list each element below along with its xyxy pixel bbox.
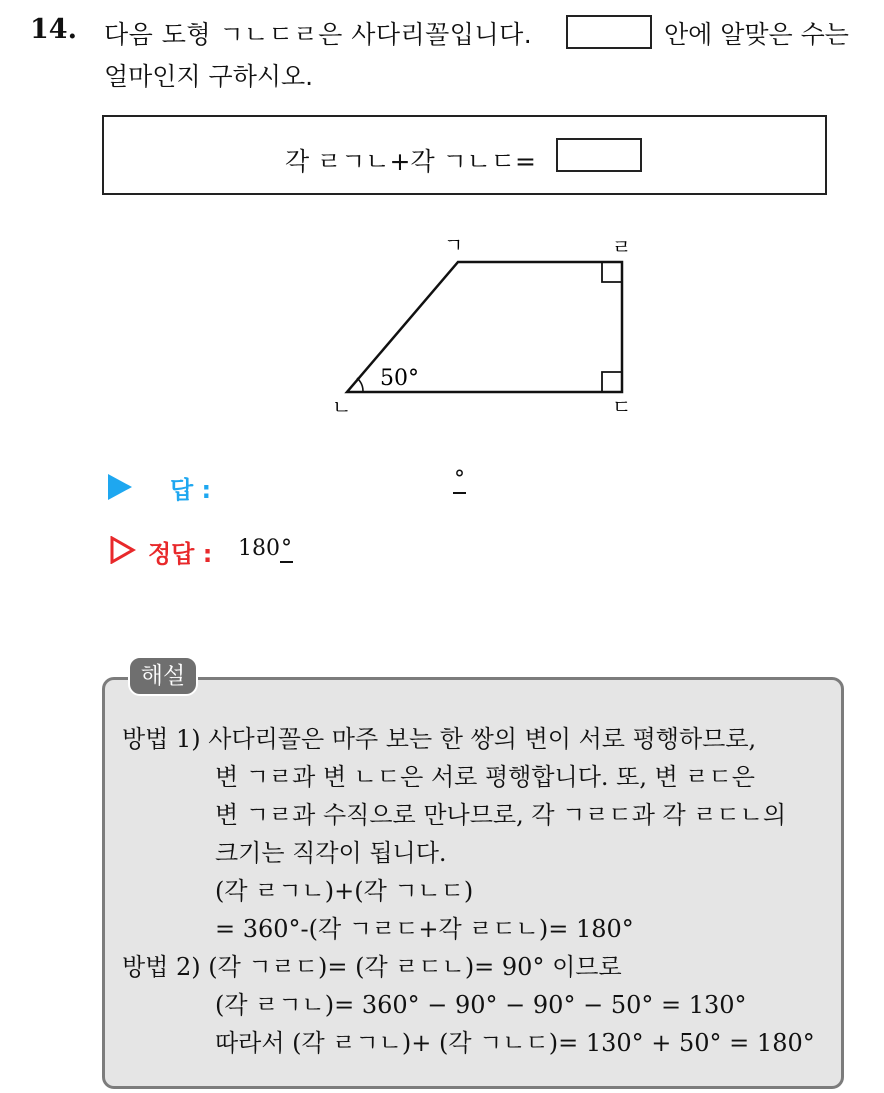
question-text-line1: 다음 도형 ㄱㄴㄷㄹ은 사다리꼴입니다. [104, 20, 533, 49]
trapezoid-figure [320, 230, 650, 420]
angle-label: 50° [380, 366, 419, 391]
equation-answer-blank [556, 138, 642, 172]
correct-answer-unit: ° [281, 536, 292, 561]
vertex-label-top-left: ㄱ [444, 233, 464, 257]
solution-line: 따라서 (각 ㄹㄱㄴ)+ (각 ㄱㄴㄷ)= 130° + 50° = 180° [215, 1029, 815, 1057]
answer-triangle-icon [108, 474, 132, 500]
solution-line: 크기는 직각이 됩니다. [215, 839, 447, 867]
question-number: 14. [30, 14, 77, 45]
correct-answer-value [238, 536, 293, 561]
solution-line: 방법 2) (각 ㄱㄹㄷ)= (각 ㄹㄷㄴ)= 90° 이므로 [122, 953, 622, 981]
right-angle-mark-bottom [602, 372, 622, 392]
vertex-label-bottom-left: ㄴ [332, 395, 352, 419]
solution-line: = 360°-(각 ㄱㄹㄷ+각 ㄹㄷㄴ)= 180° [215, 915, 634, 943]
answer-label: 답 : [170, 476, 212, 504]
correct-answer-label: 정답 : [148, 540, 213, 568]
right-angle-mark-top [602, 262, 622, 282]
vertex-label-top-right: ㄹ [612, 235, 632, 259]
solution-line: 변 ㄱㄹ과 변 ㄴㄷ은 서로 평행합니다. 또, 변 ㄹㄷ은 [215, 763, 755, 791]
solution-tag: 해설 [128, 656, 198, 696]
solution-line: (각 ㄹㄱㄴ)+(각 ㄱㄴㄷ) [215, 877, 474, 905]
equation-text: 각 ㄹㄱㄴ+각 ㄱㄴㄷ= [285, 147, 536, 176]
correct-triangle-icon [110, 536, 136, 564]
solution-line: 변 ㄱㄹ과 수직으로 만나므로, 각 ㄱㄹㄷ과 각 ㄹㄷㄴ의 [215, 801, 787, 829]
solution-line: (각 ㄹㄱㄴ)= 360° − 90° − 90° − 50° = 130° [215, 991, 747, 1019]
correct-answer-number: 180 [238, 536, 280, 561]
question-answer-blank [566, 15, 652, 49]
solution-line: 방법 1) 사다리꼴은 마주 보는 한 쌍의 변이 서로 평행하므로, [122, 725, 757, 753]
answer-unit: ° [454, 467, 465, 492]
vertex-label-bottom-right: ㄷ [612, 395, 632, 419]
question-text-line1-end: 안에 알맞은 수는 [664, 20, 849, 49]
question-text-line2: 얼마인지 구하시오. [104, 62, 314, 91]
